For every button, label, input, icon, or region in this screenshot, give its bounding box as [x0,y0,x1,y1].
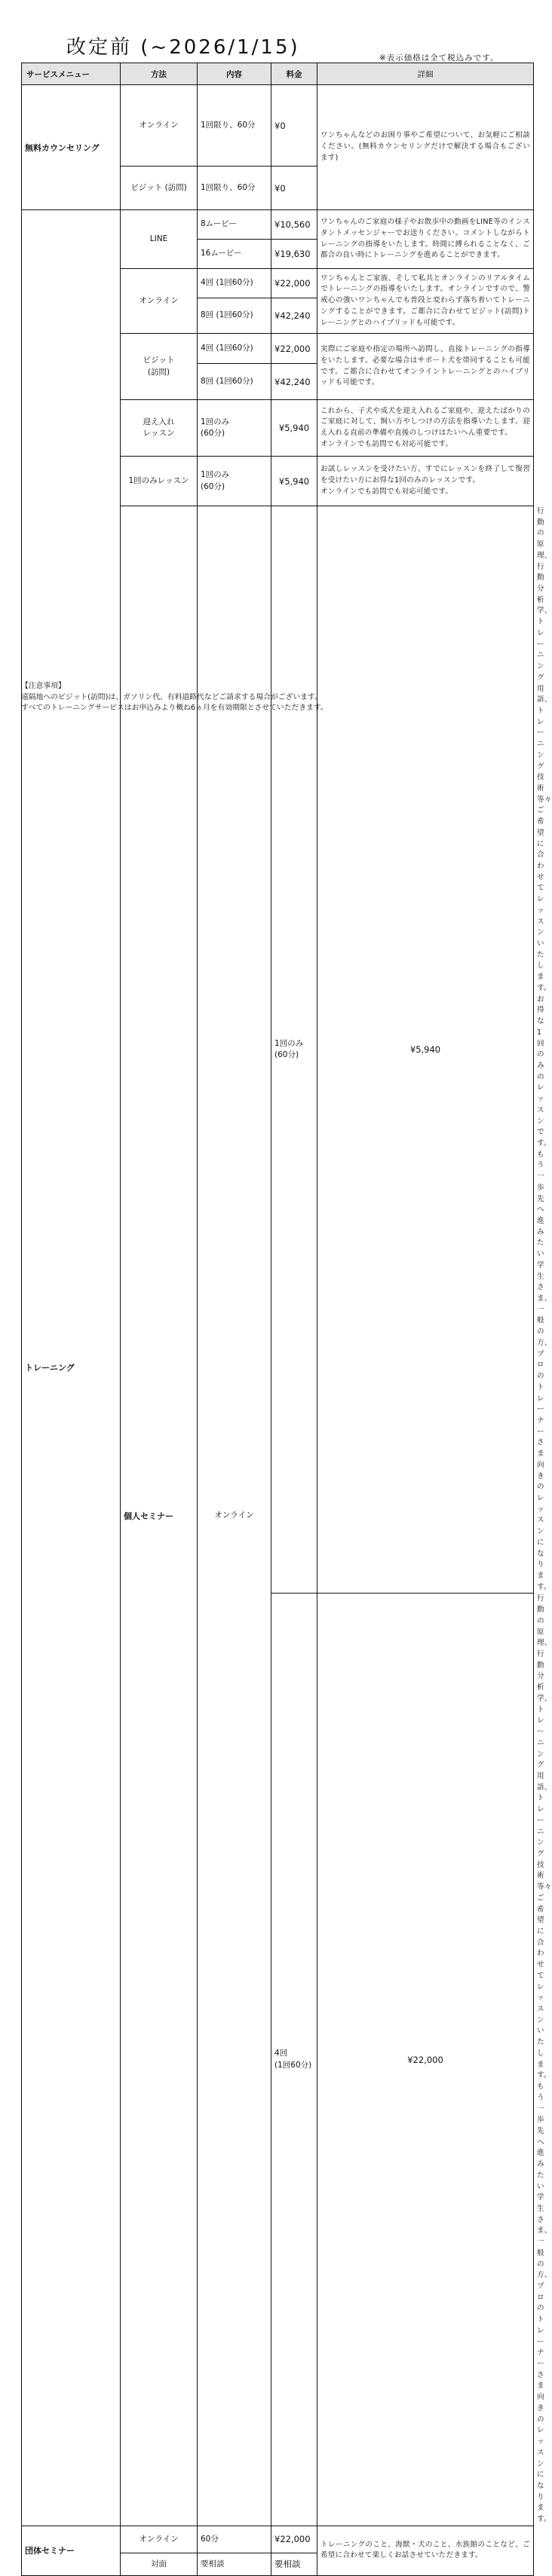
content-cell: 1回限り、60分 [198,85,271,167]
detail-cell: トレーニングのこと、海獣・犬のこと、水族館のことなど、ご希望に合わせて楽しくお話させていただきます。 [317,2526,534,2575]
method-cell: ビジット (訪問) [121,167,198,210]
header-row [22,63,534,85]
fee-cell: ¥19,630 [271,240,317,269]
fee-cell: ¥22,000 [271,269,317,298]
content-cell: 1回のみ (60分) [198,400,271,457]
header-content: 内容 [198,63,271,85]
detail-cell: ワンちゃんのご家庭の様子やお散歩中の動画をLINE等のインスタントメッセンジャーでお送りください。コメントしながらトレーニングの指導をいたします。時間に縛られることなく、ご都合の良い時にトレーニングを進めることができます。 [317,210,534,269]
price-table [21,63,552,2576]
detail-cell: 実際にご家庭や指定の場所へ訪問し、直接トレーニングの指導をいたします。必要な場合はサポート犬を帯同することも可能です。ご都合に合わせてオンライントレーニングとのハイブリッドも可能です。 [317,334,534,400]
page-title: 改定前 (~2026/1/15) [66,36,300,59]
method-cell: オンライン [121,269,198,334]
service-personal-seminar: 個人セミナー [121,506,198,2526]
fee-cell: ¥5,940 [317,506,534,1594]
method-cell: オンライン [198,506,271,2526]
fee-cell: ¥42,240 [271,364,317,400]
table-row [22,85,534,167]
fee-cell: ¥5,940 [271,400,317,457]
header-fee: 料金 [271,63,317,85]
content-cell: 4回 (1回60分) [198,334,271,364]
notes-section [21,681,328,714]
content-cell: 1回のみ (60分) [271,506,317,1594]
method-cell: オンライン [121,85,198,167]
content-cell: 16ムービー [198,240,271,269]
content-cell: 8回 (1回60分) [198,364,271,400]
content-cell: 60分 [198,2526,271,2553]
fee-cell: ¥0 [271,85,317,167]
detail-cell: これから、子犬や成犬を迎え入れるご家庭や、迎えたばかりのご家庭に対して、飼い方やしつけの方法を指導いたします。迎え入れる直前の準備や直後のしつけはたいへん重要です。 オンラインでも訪問でも対応可能です。 [317,400,534,457]
content-cell: 1回限り、60分 [198,167,271,210]
content-cell: 8回 (1回60分) [198,298,271,334]
header-detail: 詳細 [317,63,534,85]
method-cell: 1回のみレッスン [121,457,198,506]
table-row [22,2526,534,2553]
method-cell: 迎え入れ レッスン [121,400,198,457]
detail-cell: ワンちゃんとご家族、そして私共とオンラインのリアルタイムでトレーニングの指導をいたします。オンラインですので、警戒心の強いワンちゃんでも普段と変わらず落ち着いてトレーニングすることができます。ご都合に合わせてビジット(訪問)トレーニングとのハイブリッドも可能です。 [317,269,534,334]
detail-cell: お試しレッスンを受けたい方、すでにレッスンを終了して復習を受けたい方にお得な1回のみのレッスンです。 オンラインでも訪問でも対応可能です。 [317,457,534,506]
content-cell: 1回のみ (60分) [198,457,271,506]
method-cell: LINE [121,210,198,269]
content-cell: 要相談 [198,2553,271,2575]
content-cell: 4回 (1回60分) [271,1594,317,2526]
service-counseling: 無料カウンセリング [22,85,121,210]
method-cell: 対面 [121,2553,198,2575]
table-row: 個人セミナー オンライン 1回のみ (60分) ¥5,940 行動の原理、行動分析学、トレーニング用語、トレーニング技術等々ご希望に合わせてレッスンいたします。 お得な1回のみのレッスンです。 もう一歩先へ進みたい学生さま、一般の方、プロのトレーナーさま向きのレッスンになります。 [22,506,534,1594]
fee-cell: ¥22,000 [317,1594,534,2526]
fee-cell: ¥42,240 [271,298,317,334]
method-cell: オンライン [121,2526,198,2553]
content-cell: 8ムービー [198,210,271,240]
tax-note: ※表示価格は全て税込みです。 [379,53,499,63]
fee-cell: ¥22,000 [271,2526,317,2553]
fee-cell: ¥10,560 [271,210,317,240]
notes-line: すべてのトレーニングサービスはお申込みより概ね6ヵ月を有効期限とさせていただきます。 [21,704,328,713]
header-service: サービスメニュー [22,63,121,85]
service-group-seminar: 団体セミナー [22,2526,121,2575]
fee-cell: ¥0 [271,167,317,210]
notes-line: 遠隔地へのビジット(訪問)は、ガソリン代、有料道路代などご請求する場合がございます。 [21,692,322,701]
table-row [22,210,534,240]
fee-cell: ¥22,000 [271,334,317,364]
fee-cell: 要相談 [271,2553,317,2575]
content-cell: 4回 (1回60分) [198,269,271,298]
table-row: 4回 (1回60分) ¥22,000 行動の原理、行動分析学、トレーニング用語、トレーニング技術等々ご希望に合わせてレッスンいたします。 もう一歩先へ進みたい学生さま、一般の方、プロのトレーナーさま向きのレッスンになります。 [22,1594,534,2526]
method-cell: ビジット (訪問) [121,334,198,400]
detail-cell: ワンちゃんなどのお困り事やご希望について、お気軽にご相談ください。(無料カウンセリングだけで解決する場合もございます) [317,85,534,210]
service-training: トレーニング [22,210,121,2526]
header-method: 方法 [121,63,198,85]
notes-heading: 【注意事項】 [21,682,66,690]
fee-cell: ¥5,940 [271,457,317,506]
